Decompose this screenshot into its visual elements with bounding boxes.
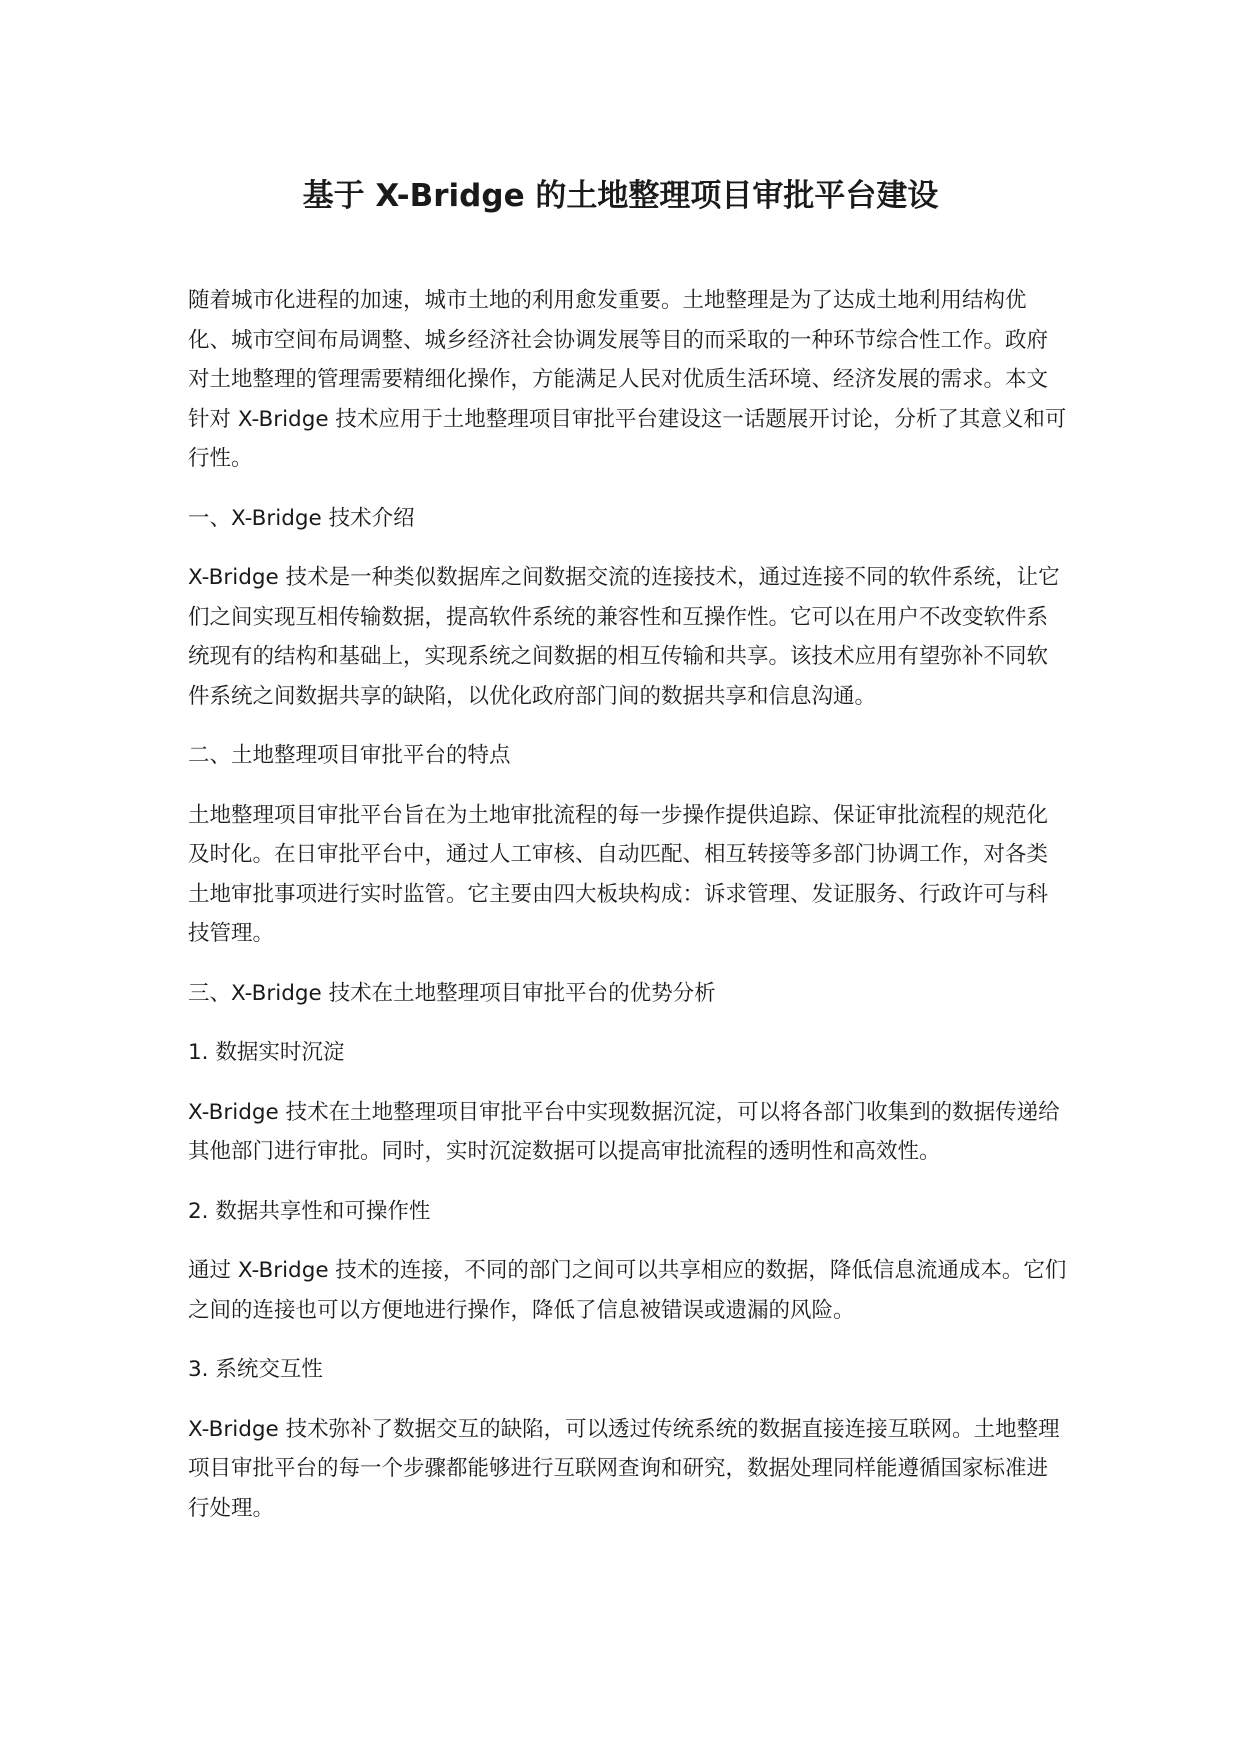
document-title: 基于 X-Bridge 的土地整理项目审批平台建设 [302, 178, 939, 214]
document-body [188, 281, 1068, 1548]
subsection-3-heading: 3. 系统交互性 [188, 1357, 323, 1382]
section-3-heading: 三、X-Bridge 技术在土地整理项目审批平台的优势分析 [188, 980, 716, 1006]
section-1-paragraph: X-Bridge 技术是一种类似数据库之间数据交流的连接技术，通过连接不同的软件系统，让它们之间实现互相传输数据，提高软件系统的兼容性和互操作性。它可以在用户不改变软件系统现有的结构和基础上，实现系统之间数据的相互传输和共享。该技术应用有望弥补不同软件系统之间数据共享的缺陷，以优化政府部门间的数据共享和信息沟通。 [188, 565, 1060, 709]
subsection-2-heading: 2. 数据共享性和可操作性 [188, 1198, 431, 1224]
intro-paragraph: 随着城市化进程的加速，城市土地的利用愈发重要。土地整理是为了达成土地利用结构优化、城市空间布局调整、城乡经济社会协调发展等目的而采取的一种环节综合性工作。政府对土地整理的管理需要精细化操作，方能满足人民对优质生活环境、经济发展的需求。本文针对 X-Bridge 技术应用于土地整理项目审批平台建设这一话题展开讨论，分析了其意义和可行性。 [188, 288, 1067, 471]
section-2-paragraph: 土地整理项目审批平台旨在为土地审批流程的每一步操作提供追踪、保证审批流程的规范化及时化。在日审批平台中，通过人工审核、自动匹配、相互转接等多部门协调工作，对各类土地审批事项进行实时监管。它主要由四大板块构成：诉求管理、发证服务、行政许可与科技管理。 [188, 802, 1049, 946]
subsection-2-paragraph: 通过 X-Bridge 技术的连接，不同的部门之间可以共享相应的数据，降低信息流通成本。它们之间的连接也可以方便地进行操作，降低了信息被错误或遗漏的风险。 [188, 1258, 1067, 1323]
subsection-3-paragraph: X-Bridge 技术弥补了数据交互的缺陷，可以透过传统系统的数据直接连接互联网。土地整理项目审批平台的每一个步骤都能够进行互联网查询和研究，数据处理同样能遵循国家标准进行处理。 [188, 1416, 1060, 1521]
section-1-heading: 一、X-Bridge 技术介绍 [188, 505, 415, 531]
section-2-heading: 二、土地整理项目审批平台的特点 [188, 743, 511, 768]
subsection-1-heading: 1. 数据实时沉淀 [188, 1040, 345, 1065]
subsection-1-paragraph: X-Bridge 技术在土地整理项目审批平台中实现数据沉淀，可以将各部门收集到的数据传递给其他部门进行审批。同时，实时沉淀数据可以提高审批流程的透明性和高效性。 [188, 1099, 1060, 1164]
